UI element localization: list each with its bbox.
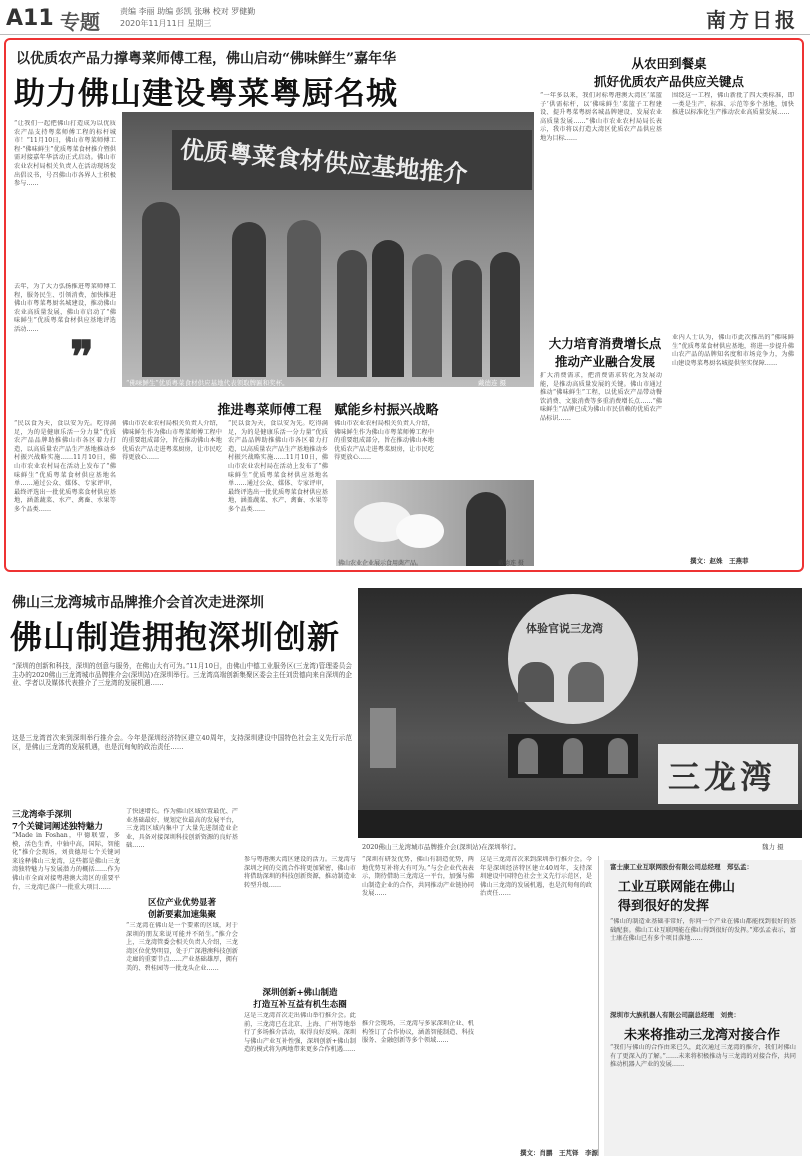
story1-section3-text-b: 业内人士认为，佛山市此次推出的“佛味鲜生”优质粤菜食材供应基地，将进一步提升佛山农产品的品牌知名度和市场竞争力，为佛山建设粤菜粤厨名城提供坚实保障…… [672, 334, 794, 367]
person-figure [287, 220, 321, 377]
story1-section2-text-b: 围绕这一工程，佛山新批了四大类标准，即一类是生产、标准、示范等多个基地，加快推进以标准化生产推动农业高质量发展…… [672, 92, 794, 117]
story1-photo-credit: 戴德连 摄 [478, 379, 507, 387]
story2-kicker: 佛山三龙湾城市品牌推介会首次走进深圳 [12, 595, 264, 611]
story2-sub1-title-line1: 三龙湾牵手深圳 [12, 810, 72, 820]
stage-banner [658, 744, 798, 804]
story1-authors: 撰文：赵姝 王燕菲 [690, 557, 749, 565]
story2-sub3-title [244, 986, 356, 1010]
person-figure [142, 202, 180, 377]
story1-inset-credit: 戴德连 摄 [498, 560, 524, 567]
story3-company-2: 深圳市大族机器人有限公司副总经理 刘贵： [610, 1011, 740, 1019]
story3-company: 富士康工业互联网股份有限公司总经理 郑弘孟： [610, 863, 753, 871]
quote-mark-icon: ❞ [70, 332, 94, 383]
newspaper-masthead: 南方日报 [706, 8, 798, 32]
story2-lede-2: 这是三龙湾首次来到深圳举行推介会。今年是深圳经济特区建立40周年，支持深圳建设中国特色社会主义先行示范区，是佛山三龙湾的发展机遇，也是沉甸甸的政治责任…… [12, 734, 352, 751]
story2-sub3-title-line1: 深圳创新+佛山制造 [262, 988, 338, 998]
story2-sub2-title-line1: 区位产业优势显著 [147, 898, 216, 908]
story1-inset-caption: 佛山农业企业展示食用菌产品。 [338, 560, 423, 567]
person-figure [337, 250, 367, 377]
story2-sub1-title [12, 808, 122, 832]
story1-section2-text: “一年多以来，我们对标粤港澳大湾区‘菜篮子’供需标杆，以‘佛味鲜生’菜篮子工程建设、提升粤菜粤厨名城品牌建设、发展农业高质量发展……”佛山市农业农村局局长表示，我市将以打造大湾区优质农产品供应基地为目标…… [540, 92, 662, 142]
stage-plant [370, 708, 396, 768]
backdrop-sign-text: 优质粤菜食材供应基地推介 [179, 134, 469, 189]
story1-section2-title-line1: 从农田到餐桌 [631, 56, 707, 71]
story3-title [618, 876, 798, 914]
story1-lede: “让我们一起把佛山打造成为以优质农产品支持粤菜师傅工程的标杆城市！”11月10日，佛山市粤菜师傅工程·“佛味鲜生”优质粤菜食材推介暨供需对接嘉年华活动正式启动。佛山市农业农村局相关负责人在活动现场发出倡议书，号召佛山市各界人士积极参与…… [14, 120, 116, 188]
stage-logo-circle [508, 594, 638, 724]
story1-section2-title [544, 54, 794, 90]
stage-banner-text: 三龙湾 [668, 758, 777, 796]
story1-kicker: 以优质农产品力撑粤菜师傅工程，佛山启动“佛味鲜生”嘉年华 [16, 51, 397, 67]
story2-col4-text: “深圳有研发优势，佛山有制造优势，两地优势互补将大有可为。”与会企业代表表示，期待借助三龙湾这一平台，加强与佛山制造企业的合作，共同推动产业链协同发展…… [362, 856, 474, 898]
person-figure [372, 240, 404, 377]
person-figure [563, 738, 583, 774]
story2-sub2-title [126, 896, 238, 920]
story2-sub2-text: “三龙湾在佛山是一个要素的区域，对于深圳的朋友来说可能并不陌生。”推介会上，三龙湾管委会相关负责人介绍，三龙湾区位优势明显，处于广深港澳科技创新走廊的重要节点……产业基础雄厚，拥有美的、碧桂园等一批龙头企业…… [126, 922, 238, 972]
story2-sub3-text: 这是三龙湾首次走出佛山举行推介会。此前，三龙湾已在北京、上海、广州等地举行了多场推介活动，取得良好反响。深圳与佛山产业互补性强，深圳创新+佛山制造的模式将为两地带来更多合作机遇…… [244, 1012, 356, 1054]
story1-section3-title-line2: 推动产业融合发展 [554, 354, 655, 369]
story1-section1-text-d: 佛山市农业农村局相关负责人介绍，佛味鲜生作为佛山市粤菜师傅工程中的重要组成部分，旨在推动佛山本地优质农产品走进粤菜厨房，让市民吃得更放心…… [334, 420, 434, 462]
story3-title-line2: 得到很好的发挥 [618, 899, 710, 914]
story2-col5-text: 这是三龙湾首次来到深圳举行推介会。今年是深圳经济特区建立40周年，支持深圳建设中国特色社会主义先行示范区，是佛山三龙湾的发展机遇，也是沉甸甸的政治责任…… [480, 856, 592, 898]
story3-title-line1: 工业互联网能在佛山 [618, 880, 736, 895]
page-header [0, 0, 810, 35]
story2-sub1-text: “Made in Foshan，中德联盟，多模，活色生香，中轴中高，国际，智能化”推介会现场，刘贵德用七个关键词来诠释佛山三龙湾，这些都是佛山三龙湾独特魅力与发展潜力的概括……作为佛山市全面对接粤港澳大湾区的重要平台，三龙湾已落户一批重大项目…… [12, 832, 120, 891]
story1-lede-2: 去年，为了大力弘扬推进粤菜师傅工程，服务民生、引领消费，加快推进佛山市粤菜粤厨名城建设，推动佛山农业高质量发展，佛山市启动了“佛味鲜生”优质粤菜食材供应基地评选活动…… [14, 283, 116, 333]
story1-section1-title: 推进粤菜师傅工程 赋能乡村振兴战略 [217, 403, 439, 418]
person-figure [490, 252, 520, 377]
story1-section3-title [540, 334, 670, 370]
story2-photo-caption: 2020佛山三龙湾城市品牌推介会(深圳站)在深圳举行。 [362, 843, 521, 851]
story2-sub1-title-line2: 7个关键词阐述独特魅力 [12, 822, 103, 832]
story1-main-photo [122, 112, 534, 387]
story1-headline: 助力佛山建设粤菜粤厨名城 [14, 76, 398, 112]
story3-title-2: 未来将推动三龙湾对接合作 [624, 1028, 781, 1043]
person-figure [608, 738, 628, 774]
page-number: A11 [6, 6, 54, 31]
stage-seating [508, 734, 638, 778]
person-figure [466, 492, 506, 566]
story2-col3-text: 参与粤港澳大湾区建设的活力。三龙湾与深圳之间的交流合作将更加紧密，佛山市将借助深圳的科技创新资源，推动制造业转型升级…… [244, 856, 356, 889]
story1-inset-photo [336, 480, 534, 566]
person-figure [518, 738, 538, 774]
story1-photo-caption: “佛味鲜生”优质粤菜食材供应基地代表领取牌匾和奖杯。 [126, 379, 289, 387]
story2-col2-text: 了快速增长。作为佛山区域位置最优、产业基础最好、规划定位最高的发展平台，三龙湾区域内集中了大量先进制造业企业，具备对接深圳科技创新资源的良好基础…… [126, 808, 238, 850]
person-figure [452, 260, 482, 377]
story2-headline: 佛山制造拥抱深圳创新 [10, 618, 341, 656]
page-category: 专题 [60, 10, 100, 34]
story1-section2-title-line2: 抓好优质农产品供应关键点 [593, 74, 744, 89]
person-figure [412, 254, 442, 377]
story1-section1-text-c: “民以食为天，食以安为先。吃得满足，为的是健康乐活一分力量”优质农产品品牌助推佛山市各区着力打造，以高质量农产品生产基地推动乡村振兴战略实施……11月10日，佛山市农业农村局在活动上发布了“佛味鲜生”优质粤菜食材供应基地名单……通过公众、媒体、专家评审，最终评选出一批优质粤菜食材供应基地，涵盖蔬菜、水产、禽畜、水果等多个品类…… [228, 420, 328, 513]
story2-photo-credit: 魏力 摄 [762, 843, 784, 851]
story1-section3-text: 扩大消费需求，把消费需求转化为发展动能，是推动高质量发展的关键。佛山市通过推动“佛味鲜生”工程，以优质农产品带动餐饮消费、文旅消费等多重消费增长点……“佛味鲜生”品牌已成为佛山市民信赖的优质农产品标识…… [540, 372, 662, 422]
editor-credits: 责编 李丽 助编 彭凯 张琳 校对 罗健勤 [120, 7, 256, 16]
story1-section3-title-line1: 大力培育消费增长点 [548, 336, 662, 351]
story3-text-2: “我们与佛山的合作由来已久，此次通过三龙湾的推介，我们对佛山有了更深入的了解。”……未来将积极推动与三龙湾的对接合作，共同推动机器人产业的发展…… [610, 1044, 796, 1069]
story1-section1-text: “民以食为天，食以安为先。吃得满足，为的是健康乐活一分力量”优质农产品品牌助推佛山市各区着力打造，以高质量农产品生产基地推动乡村振兴战略实施……11月10日，佛山市农业农村局在活动上发布了“佛味鲜生”优质粤菜食材供应基地名单……通过公众、媒体、专家评审，最终评选出一批优质粤菜食材供应基地，涵盖蔬菜、水产、禽畜、水果等多个品类…… [14, 420, 116, 513]
story2-authors: 撰文：肖鹏 王芃铎 李源 [520, 1149, 598, 1157]
stage-sign-text: 体验官说三龙湾 [526, 622, 603, 635]
story2-col4-text-b: 推介会现场，三龙湾与多家深圳企业、机构签订了合作协议，涵盖智能制造、科技服务、金融创新等多个领域…… [362, 1020, 474, 1045]
person-figure [518, 662, 554, 702]
story2-lede: “深圳的创新和科技，深圳的创意与服务，在佛山大有可为。”11月10日，由佛山中德工业服务区(三龙湾)管理委员会主办的2020佛山三龙湾城市品牌推介会(深圳站)在深圳举行。三龙湾高端创新集聚区委会主任刘贵德向来自深圳的企业、学者以及媒体代表推介了三龙湾的发展机遇…… [12, 662, 352, 688]
column-divider [598, 856, 599, 1156]
person-figure [232, 222, 266, 377]
story1-section1-text-b: 佛山市农业农村局相关负责人介绍，佛味鲜生作为佛山市粤菜师傅工程中的重要组成部分，旨在推动佛山本地优质农产品走进粤菜厨房，让市民吃得更放心…… [122, 420, 222, 462]
story2-stage-photo [358, 588, 802, 838]
mushroom-shape [396, 514, 444, 548]
story2-sub2-title-line2: 创新要素加速集聚 [147, 910, 216, 920]
story2-sub3-title-line2: 打造互补互益有机生态圈 [253, 1000, 347, 1010]
stage-floor [358, 810, 802, 838]
story3-text: “佛山的制造业基础非常好，你问一个产业在佛山都能找到很好的基础配套。佛山工业互联网能在佛山得到很好的发挥。”郑弘孟表示，富士康在佛山已有多个项目落地…… [610, 918, 796, 943]
person-figure [568, 662, 604, 702]
publication-date: 2020年11月11日 星期三 [120, 19, 212, 28]
